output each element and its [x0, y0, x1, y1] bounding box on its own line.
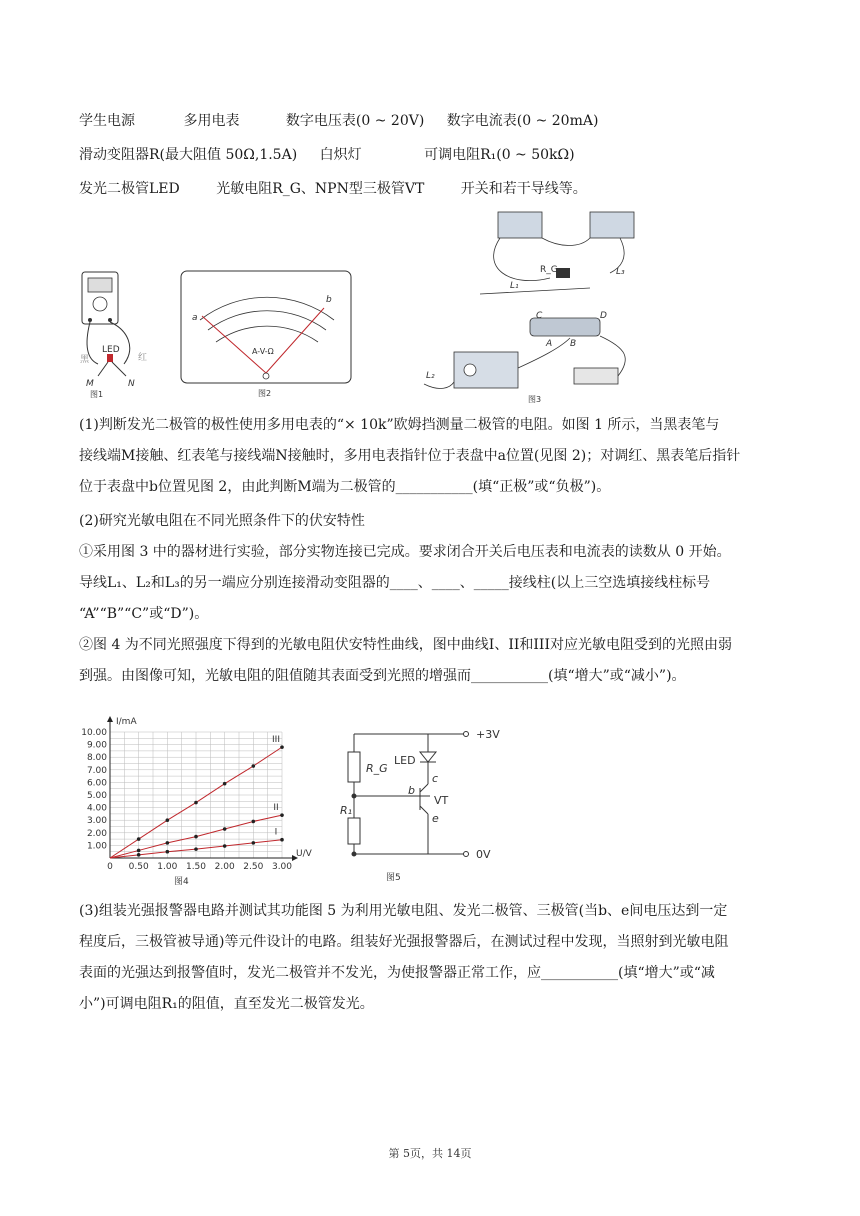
q1-line: 接线端M接触、红表笔与接线端N接触时，多用电表指针位于表盘中a位置(见图 2)；对调红、黑表笔后指针 [79, 448, 741, 464]
x-tick-label: 2.00 [214, 862, 235, 872]
x-tick-label: 1.00 [157, 862, 178, 872]
data-point [194, 847, 198, 851]
series-label: I [274, 827, 278, 838]
fig3-d-label: D [600, 311, 607, 321]
fig3-l3-label: L₃ [616, 267, 625, 277]
equipment-item: 可调电阻R₁(0 ~ 50kΩ) [424, 147, 575, 163]
x-tick-label: 2.50 [243, 862, 264, 872]
fig5-c: c [432, 772, 439, 785]
chart-xlabel: U/V [296, 849, 312, 859]
q3-line: 表面的光强达到报警值时，发光二极管并不发光，为使报警器正常工作，应___________(填“增大”或“减 [79, 965, 715, 981]
data-point [252, 820, 256, 824]
fig2-mark-a: a [192, 313, 198, 323]
chart-grid [110, 732, 282, 858]
fig5-rg: R_G [366, 762, 388, 775]
fig3-a-label: A [546, 339, 553, 349]
q2-line: “A”“B”“C”或“D”)。 [79, 606, 209, 622]
figure-1-multimeter-led [78, 268, 160, 398]
y-tick-label: 1.00 [86, 841, 107, 852]
q3-line: 程度后，三极管被导通)等元件设计的电路。组装好光强报警器后，在测试过程中发现，当照射到光敏电阻 [79, 934, 729, 950]
figure-2-meter-dial [178, 268, 354, 398]
fig2-mark-b: b [326, 295, 332, 305]
equipment-item: 多用电表 [183, 113, 240, 129]
equipment-item: 滑动变阻器R(最大阻值 50Ω,1.5A) [79, 147, 298, 163]
q1-line: (1)判断发光二极管的极性使用多用电表的“× 10k”欧姆挡测量二极管的电阻。如图 1 所示，当黑表笔与 [79, 417, 720, 433]
y-tick-label: 4.00 [86, 803, 107, 814]
question-2 [79, 506, 779, 692]
y-tick-label: 6.00 [86, 778, 107, 789]
fig2-scale-label: A-V-Ω [252, 347, 274, 356]
data-point [223, 827, 227, 831]
y-tick-label: 3.00 [86, 816, 107, 827]
chart-caption: 图4 [174, 877, 189, 887]
fig2-caption: 图2 [258, 389, 272, 398]
fig1-m-label: M [86, 379, 94, 389]
fig5-caption: 图5 [386, 873, 401, 883]
y-tick-label: 2.00 [86, 828, 107, 839]
y-tick-label: 10.00 [81, 728, 107, 738]
data-point [280, 813, 284, 817]
equipment-item: 开关和若干导线等。 [460, 181, 587, 197]
data-point [223, 782, 227, 786]
fig3-caption: 图3 [528, 395, 542, 404]
fig3-c-label: C [536, 311, 543, 321]
fig1-led-label: LED [102, 345, 120, 355]
data-point [194, 801, 198, 805]
q3-line: (3)组装光强报警器电路并测试其功能图 5 为利用光敏电阻、发光二极管、三极管(当b、e间电压达到一定 [79, 903, 728, 919]
equipment-item: 数字电压表(0 ~ 20V) [285, 113, 425, 129]
q3-line: 小”)可调电阻R₁的阻值，直至发光二极管发光。 [79, 996, 374, 1012]
series-label: III [272, 735, 280, 746]
data-point [252, 841, 256, 845]
data-point [252, 764, 256, 768]
fig1-red-label: 红 [138, 353, 148, 363]
q2-line: ②图 4 为不同光照强度下得到的光敏电阻伏安特性曲线，图中曲线I、II和III对应光敏电阻受到的光照由弱 [79, 637, 732, 653]
question-1 [79, 410, 779, 503]
x-tick-label: 0.50 [128, 862, 149, 872]
fig5-led: LED [394, 754, 416, 767]
fig5-vzero: 0V [476, 848, 491, 861]
equipment-item: 白炽灯 [319, 147, 362, 163]
equipment-row-3 [79, 179, 587, 199]
equipment-row-2 [79, 145, 575, 165]
y-tick-label: 5.00 [86, 791, 107, 801]
page-footer: 第 5页，共 14页 [388, 1147, 472, 1160]
equipment-item: 数字电流表(0 ~ 20mA) [446, 113, 599, 129]
fig1-caption: 图1 [90, 390, 104, 398]
y-tick-label: 9.00 [86, 740, 107, 751]
series-label: II [273, 803, 279, 814]
equipment-item: 发光二极管LED [79, 181, 180, 197]
data-point [166, 841, 170, 845]
fig3-l2-label: L₂ [426, 371, 435, 381]
chart-series [110, 735, 284, 858]
figure-4-iv-chart [70, 714, 338, 894]
y-axis-arrow [107, 716, 113, 722]
fig3-b-label: B [570, 339, 577, 349]
data-point [280, 838, 284, 842]
fig3-rg-label: R_G [540, 265, 558, 275]
q2-title: (2)研究光敏电阻在不同光照条件下的伏安特性 [79, 513, 365, 529]
q1-line: 位于表盘中b位置见图 2，由此判断M端为二极管的___________(填“正极”或“负极”)。 [79, 479, 611, 495]
y-tick-label: 7.00 [86, 765, 107, 776]
fig3-l1-label: L₁ [510, 281, 519, 291]
x-tick-label: 0 [107, 862, 113, 872]
chart-ylabel: I/mA [116, 717, 137, 727]
chart-axes [81, 716, 298, 872]
data-point [280, 745, 284, 749]
data-point [194, 835, 198, 839]
fig5-e: e [432, 812, 439, 825]
data-point [166, 850, 170, 854]
figure-5-circuit [340, 722, 500, 890]
data-point [166, 818, 170, 822]
q2-line: ①采用图 3 中的器材进行实验，部分实物连接已完成。要求闭合开关后电压表和电流表的读数从 0 开始。 [79, 544, 731, 560]
fig5-vplus: +3V [476, 728, 500, 741]
y-tick-label: 8.00 [86, 753, 107, 764]
fig5-r1: R₁ [340, 804, 353, 817]
x-tick-label: 3.00 [271, 862, 293, 872]
data-point [137, 849, 141, 853]
fig1-black-label: 黑 [80, 355, 90, 365]
data-point [137, 837, 141, 841]
data-point [137, 853, 141, 857]
question-3 [79, 896, 779, 1020]
equipment-item: 学生电源 [79, 113, 135, 129]
fig1-n-label: N [128, 379, 135, 389]
figure-3-apparatus [420, 208, 640, 404]
data-point [223, 844, 227, 848]
q2-line: 到强。由图像可知，光敏电阻的阻值随其表面受到光照的增强而___________(填“增大”或“减小”)。 [79, 668, 686, 684]
fig5-vt: VT [434, 794, 449, 807]
equipment-row-1 [79, 111, 598, 131]
fig5-b: b [408, 784, 415, 797]
x-tick-label: 1.50 [185, 862, 207, 872]
equipment-item: 光敏电阻R_G、NPN型三极管VT [216, 181, 425, 197]
q2-line: 导线L₁、L₂和L₃的另一端应分别连接滑动变阻器的____、____、_____接线柱(以上三空选填接线柱标号 [79, 575, 711, 591]
